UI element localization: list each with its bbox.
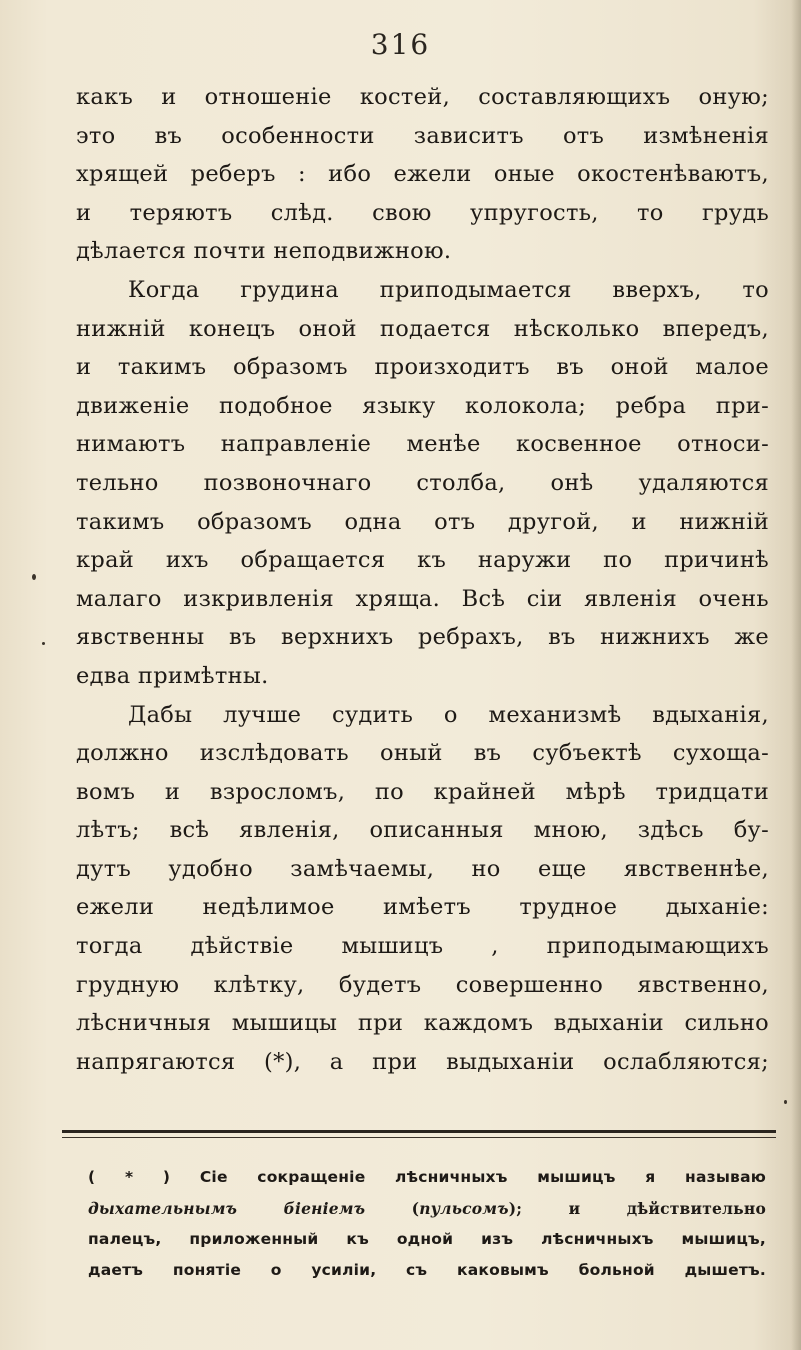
margin-speck [784, 1100, 787, 1104]
text-line: Когда грудина приподымается вверхъ, то [128, 276, 769, 303]
footnote-line [88, 1193, 766, 1224]
text-line: ежели недѣлимое имѣетъ трудное дыханіе: [76, 894, 769, 921]
footnote-italic-term: біеніемъ [283, 1199, 366, 1218]
text-line: дутъ удобно замѣчаемы, но еще явственнѣе, [76, 855, 769, 882]
footnote-line: даетъ понятіе о усиліи, съ каковымъ больной дышетъ. [88, 1261, 766, 1279]
footnote-paren: ( [411, 1199, 420, 1218]
footnote-italic-term: дыхательнымъ [88, 1199, 238, 1218]
footnote-line: палецъ, приложенный къ одной изъ лѣсничныхъ мышицъ, [88, 1230, 766, 1248]
main-text [76, 78, 769, 1081]
text-line: какъ и отношеніе костей, составляющихъ оную; [76, 84, 769, 110]
text-line: такимъ образомъ одна отъ другой, и нижній [76, 508, 769, 535]
margin-speck [32, 574, 36, 580]
text-line: тогда дѣйствіе мышицъ , приподымающихъ [76, 933, 769, 960]
text-line: хрящей реберъ : ибо ежели оные окостенѣваютъ, [76, 161, 769, 188]
text-line: едва примѣтны. [76, 662, 269, 689]
text-line: нимаютъ направленіе менѣе косвенное относи- [76, 431, 769, 458]
text-line: явственны въ верхнихъ ребрахъ, въ нижнихъ же [76, 624, 769, 651]
footnote-text: ); и дѣйствительно [508, 1199, 766, 1218]
text-line: тельно позвоночнаго столба, онѣ удаляются [76, 469, 769, 496]
text-line: дѣлается почти неподвижною. [76, 238, 452, 265]
text-line: нижній конецъ оной подается нѣсколько впередъ, [76, 315, 769, 342]
page-number: 316 [370, 28, 431, 61]
footnote-divider-thin [62, 1137, 776, 1138]
text-line: и такимъ образомъ произходитъ въ оной малое [76, 354, 769, 381]
text-line: лѣсничныя мышицы при каждомъ вдыханіи сильно [76, 1010, 769, 1037]
text-line: это въ особенности зависитъ отъ измѣненія [76, 122, 769, 149]
footnote-line: ( * ) Сіе сокращеніе лѣсничныхъ мышицъ я называю [88, 1168, 766, 1186]
text-line: и теряютъ слѣд. свою упругость, то грудь [76, 199, 769, 226]
text-line: вомъ и взросломъ, по крайней мѣрѣ тридцати [76, 778, 769, 805]
text-line: должно изслѣдовать оный въ субъектѣ сухоща- [76, 740, 769, 767]
text-line: край ихъ обращается къ наружи по причинѣ [76, 547, 769, 574]
text-line: лѣтъ; всѣ явленія, описанныя мною, здѣсь бу- [76, 817, 769, 844]
text-line: движеніе подобное языку колокола; ребра при- [76, 392, 769, 419]
footnote [88, 1162, 766, 1286]
page-edge-shadow [791, 0, 801, 1350]
text-line: Дабы лучше судить о механизмѣ вдыханія, [128, 701, 769, 728]
text-line: малаго изкривленія хряща. Всѣ сіи явленія очень [76, 585, 769, 612]
footnote-divider [62, 1130, 776, 1133]
text-line: напрягаются (*), а при выдыханіи ослабляются; [76, 1048, 769, 1075]
text-line: грудную клѣтку, будетъ совершенно явственно, [76, 971, 769, 998]
margin-speck [42, 642, 45, 645]
footnote-italic-term: пульсомъ [419, 1199, 509, 1218]
